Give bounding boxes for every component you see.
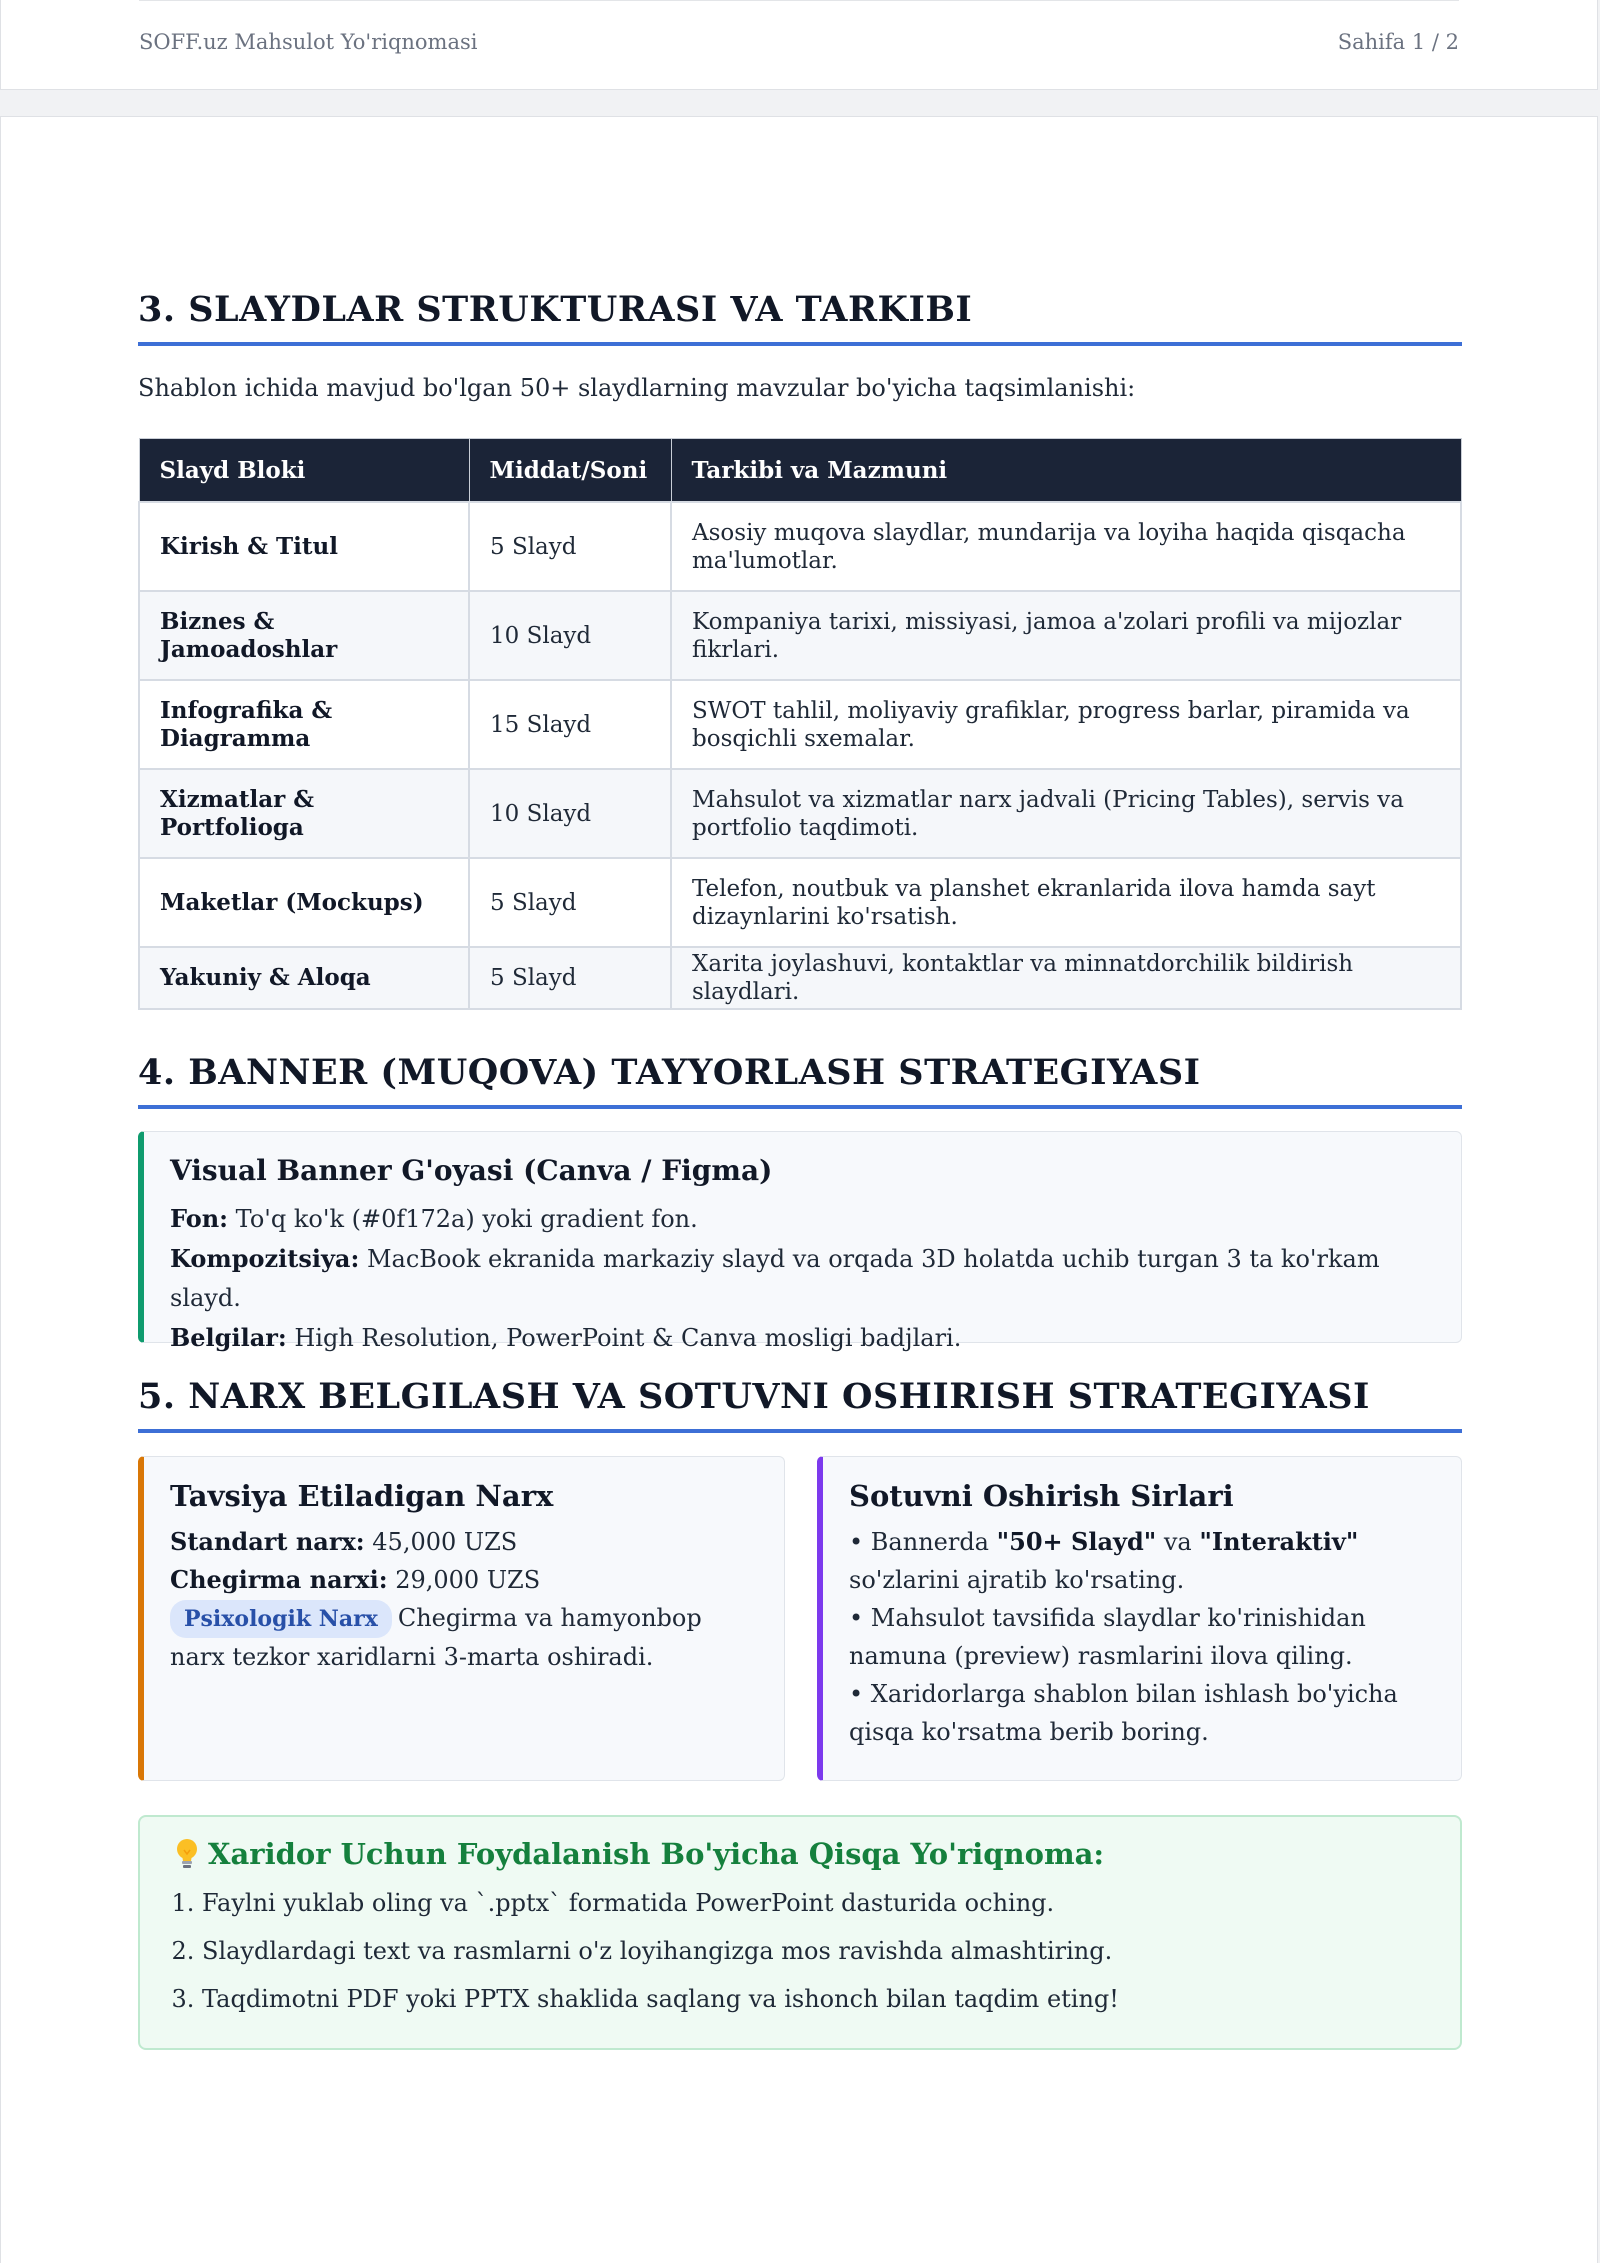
sales-tip-2: • Mahsulot tavsifida slaydlar ko'rinishidan namuna (preview) rasmlarini ilova qiling. bbox=[849, 1604, 1366, 1670]
slides-structure-table bbox=[138, 438, 1462, 1010]
cell-block: Infografika & Diagramma bbox=[139, 680, 469, 769]
section-3-intro: Shablon ichida mavjud bo'lgan 50+ slaydlarning mavzular bo'yicha taqsimlanishi: bbox=[138, 374, 1136, 402]
cell-content: SWOT tahlil, moliyaviy grafiklar, progress barlar, piramida va bosqichli sxemalar. bbox=[671, 680, 1461, 769]
line-label: Kompozitsiya: bbox=[170, 1244, 360, 1273]
banner-line-badges bbox=[170, 1318, 1435, 1358]
psychological-price-badge: Psixologik Narx bbox=[170, 1600, 392, 1638]
buyer-guide-title bbox=[174, 1837, 1426, 1871]
lightbulb-icon bbox=[174, 1838, 200, 1870]
page-header bbox=[0, 0, 1598, 90]
tip-text: so'zlarini ajratib ko'rsating. bbox=[849, 1566, 1185, 1594]
cell-content: Asosiy muqova slaydlar, mundarija va loyiha haqida qisqacha ma'lumotlar. bbox=[671, 502, 1461, 591]
line-text: MacBook ekranida markaziy slayd va orqada 3D holatda uchib turgan 3 ta ko'rkam slayd. bbox=[170, 1245, 1380, 1312]
line-text: High Resolution, PowerPoint & Canva mosligi badjlari. bbox=[286, 1324, 962, 1352]
line-label: Belgilar: bbox=[170, 1323, 287, 1352]
table-row bbox=[139, 502, 1461, 591]
cell-qty: 5 Slayd bbox=[469, 858, 671, 947]
buyer-guide-box bbox=[138, 1815, 1462, 2050]
tip-text: • Bannerda bbox=[849, 1528, 997, 1556]
cell-qty: 5 Slayd bbox=[469, 502, 671, 591]
list-item: 1. Faylni yuklab oling va `.pptx` formatida PowerPoint dasturida oching. bbox=[202, 1879, 1426, 1927]
price-card-title: Tavsiya Etiladigan Narx bbox=[170, 1479, 554, 1513]
list-item: 2. Slaydlardagi text va rasmlarni o'z loyihangizga mos ravishda almashtiring. bbox=[202, 1927, 1426, 1975]
standard-price-value: 45,000 UZS bbox=[364, 1528, 518, 1556]
column-header-content: Tarkibi va Mazmuni bbox=[671, 439, 1461, 503]
banner-box-title: Visual Banner G'oyasi (Canva / Figma) bbox=[170, 1154, 773, 1187]
cell-block: Yakuniy & Aloqa bbox=[139, 947, 469, 1009]
header-rule bbox=[139, 0, 1459, 1]
cell-content: Telefon, noutbuk va planshet ekranlarida ilova hamda sayt dizaynlarini ko'rsatish. bbox=[671, 858, 1461, 947]
column-header-block: Slayd Bloki bbox=[139, 439, 469, 503]
discount-price-line bbox=[170, 1561, 758, 1599]
standard-price-label: Standart narx: bbox=[170, 1527, 365, 1556]
cell-content: Xarita joylashuvi, kontaktlar va minnatdorchilik bildirish slaydlari. bbox=[671, 947, 1461, 1009]
document-title: SOFF.uz Mahsulot Yo'riqnomasi bbox=[139, 30, 478, 54]
tip-highlight: "Interaktiv" bbox=[1199, 1527, 1359, 1556]
buyer-guide-steps bbox=[174, 1879, 1426, 2023]
page-number: Sahifa 1 / 2 bbox=[1337, 30, 1459, 54]
cell-block: Kirish & Titul bbox=[139, 502, 469, 591]
section-3-title: 3. SLAYDLAR STRUKTURASI VA TARKIBI bbox=[138, 288, 1462, 346]
table-row bbox=[139, 858, 1461, 947]
cell-qty: 15 Slayd bbox=[469, 680, 671, 769]
section-4-title: 4. BANNER (MUQOVA) TAYYORLASH STRATEGIYASI bbox=[138, 1051, 1462, 1109]
banner-line-composition bbox=[170, 1239, 1435, 1318]
line-label: Fon: bbox=[170, 1204, 229, 1233]
tip-text: va bbox=[1156, 1528, 1200, 1556]
buyer-guide-title-text: Xaridor Uchun Foydalanish Bo'yicha Qisqa Yo'riqnoma: bbox=[208, 1837, 1105, 1871]
sales-tips-card bbox=[817, 1456, 1462, 1781]
recommended-price-card bbox=[138, 1456, 785, 1781]
column-header-qty: Middat/Soni bbox=[469, 439, 671, 503]
discount-price-value: 29,000 UZS bbox=[387, 1566, 541, 1594]
line-text: To'q ko'k (#0f172a) yoki gradient fon. bbox=[228, 1205, 698, 1233]
price-note-text: Chegirma va hamyonbop narx tezkor xaridlarni 3-marta oshiradi. bbox=[170, 1604, 702, 1671]
table-row bbox=[139, 769, 1461, 858]
banner-line-background bbox=[170, 1199, 1435, 1239]
banner-idea-box bbox=[138, 1131, 1462, 1352]
standard-price-line bbox=[170, 1523, 758, 1561]
table-header-row bbox=[139, 439, 1461, 503]
section-5-title: 5. NARX BELGILASH VA SOTUVNI OSHIRISH STRATEGIYASI bbox=[138, 1375, 1462, 1433]
sales-tip-1 bbox=[849, 1523, 1435, 1599]
discount-price-label: Chegirma narxi: bbox=[170, 1565, 388, 1594]
table-row bbox=[139, 680, 1461, 769]
cell-block: Biznes & Jamoadoshlar bbox=[139, 591, 469, 680]
list-item: 3. Taqdimotni PDF yoki PPTX shaklida saqlang va ishonch bilan taqdim eting! bbox=[202, 1975, 1426, 2023]
cell-content: Kompaniya tarixi, missiyasi, jamoa a'zolari profili va mijozlar fikrlari. bbox=[671, 591, 1461, 680]
cell-qty: 10 Slayd bbox=[469, 591, 671, 680]
table-row bbox=[139, 591, 1461, 680]
psychological-price-note bbox=[170, 1599, 758, 1676]
cell-qty: 10 Slayd bbox=[469, 769, 671, 858]
cell-content: Mahsulot va xizmatlar narx jadvali (Pricing Tables), servis va portfolio taqdimoti. bbox=[671, 769, 1461, 858]
sales-card-title: Sotuvni Oshirish Sirlari bbox=[849, 1479, 1234, 1513]
tip-highlight: "50+ Slayd" bbox=[996, 1527, 1157, 1556]
cell-block: Maketlar (Mockups) bbox=[139, 858, 469, 947]
table-row bbox=[139, 947, 1461, 1009]
sales-tip-3: • Xaridorlarga shablon bilan ishlash bo'yicha qisqa ko'rsatma berib boring. bbox=[849, 1680, 1398, 1746]
cell-block: Xizmatlar & Portfolioga bbox=[139, 769, 469, 858]
cell-qty: 5 Slayd bbox=[469, 947, 671, 1009]
